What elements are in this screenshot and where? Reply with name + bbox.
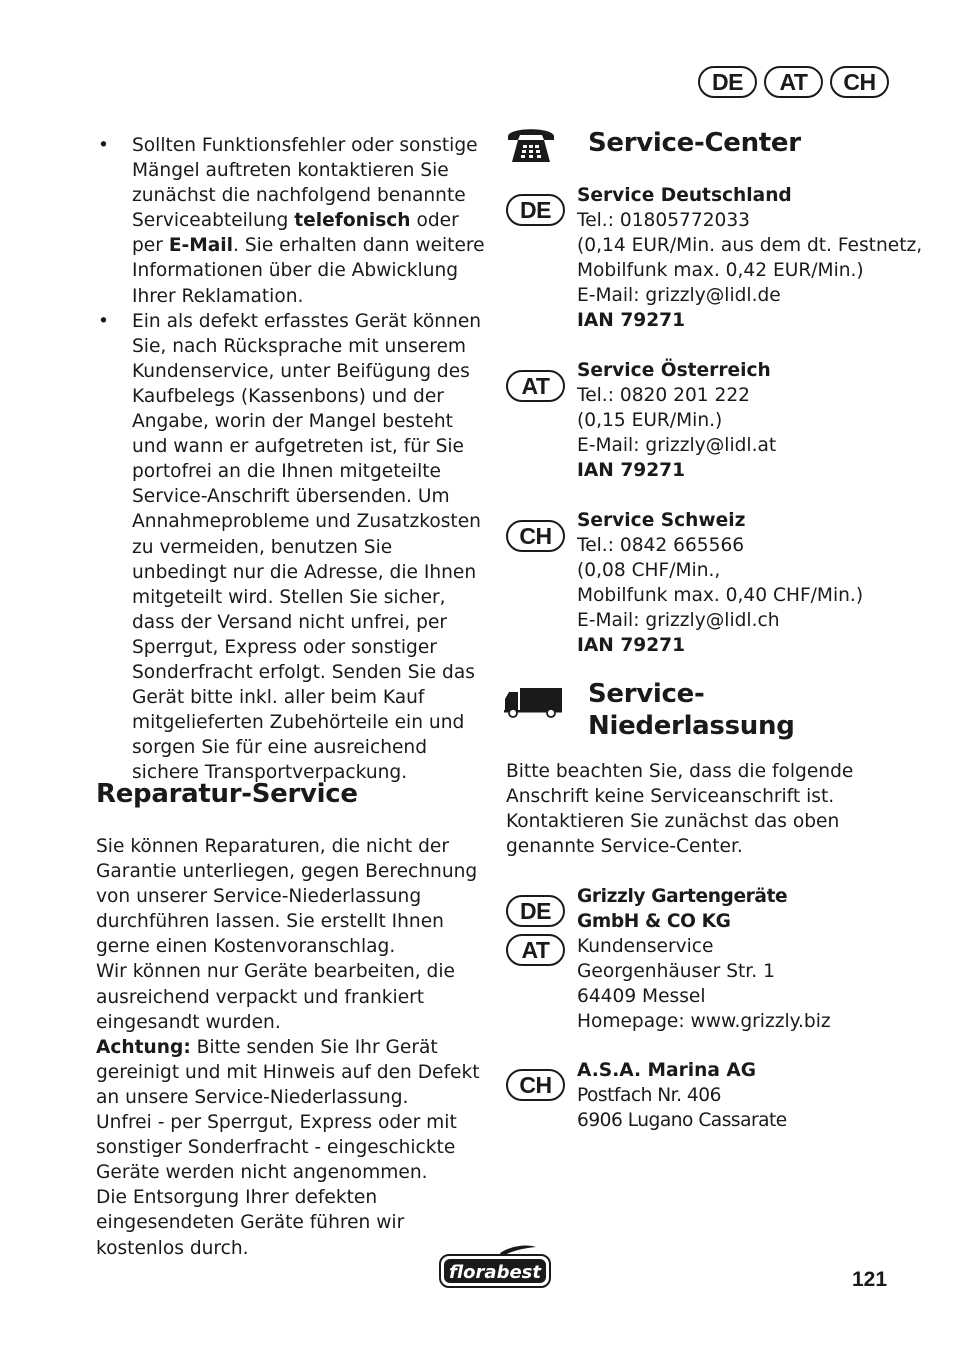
service-germany-block — [577, 183, 937, 334]
bullet-text — [132, 135, 485, 307]
branch-asa-address — [577, 1058, 937, 1133]
service-line: Tel.: 0842 665566 — [577, 535, 745, 557]
service-line: Tel.: 01805772033 — [577, 210, 751, 232]
service-branch-heading-line-2: Niederlassung — [588, 711, 795, 741]
service-badge-at: AT — [506, 370, 565, 402]
branch-line: Postfach Nr. 406 — [577, 1085, 721, 1107]
bullet-item — [96, 133, 486, 309]
service-ian: IAN 79271 — [577, 635, 686, 657]
branch-badge-ch: CH — [506, 1069, 565, 1101]
service-title: Service Österreich — [577, 360, 771, 381]
branch-line: Georgenhäuser Str. 1 — [577, 961, 775, 983]
country-badge-at: AT — [764, 66, 823, 98]
logo-text: florabest — [449, 1262, 541, 1283]
branch-grizzly-address — [577, 884, 937, 1035]
service-badge-ch: CH — [506, 520, 565, 552]
page-number: 121 — [852, 1268, 888, 1291]
service-line: (0,08 CHF/Min., — [577, 560, 721, 582]
service-austria-block — [577, 358, 937, 483]
service-badge-de: DE — [506, 194, 565, 226]
attention-text: Bitte senden Sie Ihr Gerät gereinigt und mit Hinweis auf den Defekt an unsere Service-Niederlassung. — [96, 1036, 480, 1108]
bullet-dot: • — [98, 135, 109, 156]
repair-service-text — [96, 834, 480, 1261]
bullet-dot: • — [98, 310, 109, 332]
bullet-text-bold-telefonisch: telefonisch — [294, 210, 411, 232]
bullet-item — [96, 309, 486, 786]
bullet-text-part: . Sie erhalten dann weitere Informationen über die Abwicklung Ihrer Reklamation. — [132, 235, 485, 307]
service-branch-heading-line-1: Service- — [588, 679, 705, 709]
complaint-bullet-list — [96, 133, 486, 785]
service-title: Service Deutschland — [577, 185, 792, 206]
service-ian: IAN 79271 — [577, 310, 686, 332]
branch-title: GmbH & CO KG — [577, 911, 731, 933]
service-line: (0,15 EUR/Min.) — [577, 410, 723, 432]
attention-label: Achtung: — [96, 1036, 191, 1058]
telephone-icon — [506, 124, 556, 164]
bullet-text-part: Sollten Funktionsfehler oder sonstige Mängel auftreten kontaktieren Sie zunächst die nachfolgend benannte Serviceabteilung — [132, 135, 478, 232]
country-badge-de: DE — [698, 66, 757, 98]
repair-paragraph-5: Die Entsorgung Ihrer defekten eingesendeten Geräte führen wir kostenlos durch. — [96, 1187, 405, 1259]
repair-paragraph-4: Unfrei - per Sperrgut, Express oder mit sonstiger Sonderfracht - eingeschickte Geräte werden nicht angenommen. — [96, 1112, 457, 1184]
service-switzerland-block — [577, 508, 937, 659]
service-center-heading: Service-Center — [588, 128, 801, 158]
branch-line: Kundenservice — [577, 936, 714, 958]
service-ian: IAN 79271 — [577, 460, 686, 482]
florabest-logo — [438, 1244, 552, 1290]
branch-title: Grizzly Gartengeräte — [577, 886, 788, 907]
service-title: Service Schweiz — [577, 510, 746, 531]
bullet-text-bold-email: E-Mail — [168, 235, 234, 257]
service-line: (0,14 EUR/Min. aus dem dt. Festnetz, — [577, 235, 923, 257]
service-branch-heading — [588, 678, 795, 742]
branch-badge-at: AT — [506, 934, 565, 966]
bullet-text: Ein als defekt erfasstes Gerät können Sie, nach Rücksprache mit unserem Kundenservice, unter Beifügung des Kaufbelegs (Kassenbons) und der Angabe, worin der Mangel besteht und wann er aufgetreten ist, für Sie portofrei an die Ihnen mitgeteilte Service-Anschrift übersenden. Um Annahmeprobleme und Zusatzkosten zu vermeiden, benutzen Sie unbedingt nur die Adresse, die Ihnen mitgeteilt wird. Stellen Sie sicher, dass der Versand nicht unfrei, per Sperrgut, Express oder sonstiger Sonderfracht erfolgt. Senden Sie das Gerät bitte inkl. aller beim Kauf mitgelieferten Zubehörteile ein und sorgen Sie für eine ausreichend sichere Transportverpackung. — [132, 310, 482, 784]
repair-paragraph-2: Wir können nur Geräte bearbeiten, die ausreichend verpackt und frankiert eingesandt wurden. — [96, 961, 455, 1033]
repair-paragraph-3 — [96, 1035, 480, 1110]
service-line: E-Mail: grizzly@lidl.ch — [577, 610, 780, 632]
service-line: E-Mail: grizzly@lidl.at — [577, 435, 777, 457]
branch-badge-de: DE — [506, 895, 565, 927]
branch-note: Bitte beachten Sie, dass die folgende Anschrift keine Serviceanschrift ist. Kontaktieren Sie zunächst das oben genannte Service-Center. — [506, 761, 854, 858]
country-badge-ch: CH — [830, 66, 889, 98]
service-line: E-Mail: grizzly@lidl.de — [577, 285, 781, 307]
truck-icon — [504, 686, 564, 718]
service-line: Tel.: 0820 201 222 — [577, 385, 751, 407]
service-line: Mobilfunk max. 0,42 EUR/Min.) — [577, 260, 864, 282]
service-line: Mobilfunk max. 0,40 CHF/Min.) — [577, 585, 864, 607]
bullet-text-part: oder per — [132, 210, 459, 257]
branch-line: Homepage: www.grizzly.biz — [577, 1011, 831, 1033]
repair-paragraph-1: Sie können Reparaturen, die nicht der Garantie unterliegen, gegen Berechnung von unserer Service-Niederlassung durchführen lassen. Sie erstellt Ihnen gerne einen Kostenvoranschlag. — [96, 836, 478, 958]
branch-line: 64409 Messel — [577, 986, 706, 1008]
branch-title: A.S.A. Marina AG — [577, 1060, 757, 1081]
repair-service-heading: Reparatur-Service — [96, 779, 358, 809]
branch-line: 6906 Lugano Cassarate — [577, 1110, 787, 1132]
